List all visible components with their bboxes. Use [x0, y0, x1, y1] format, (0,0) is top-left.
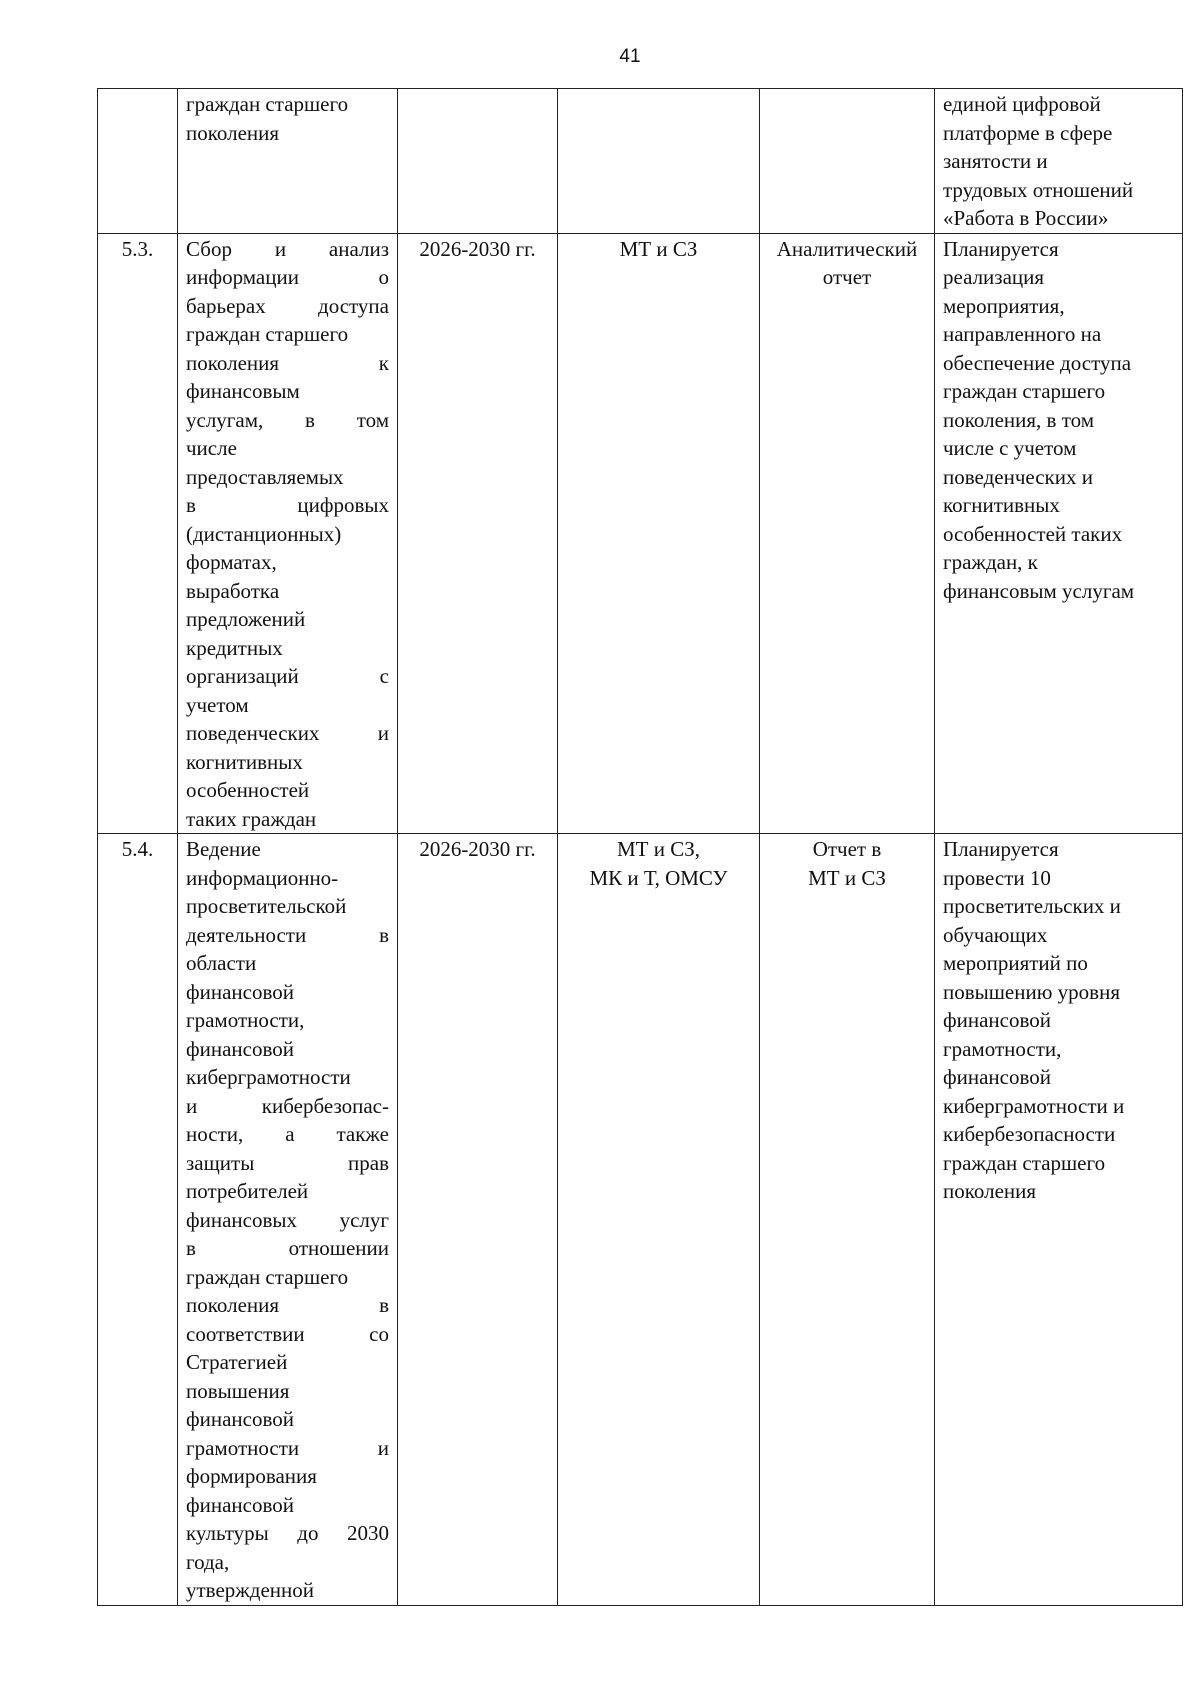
cell-text-line: киберграмотности	[186, 1065, 351, 1089]
measures-table	[97, 88, 1183, 1606]
cell-text-line: барьерах доступа	[186, 293, 389, 318]
cell-text-line: граждан, к	[943, 550, 1038, 574]
cell-note	[935, 834, 1183, 1606]
cell-text-line: учетом	[186, 692, 249, 717]
cell-text-line: поколения, в том	[943, 407, 1094, 432]
cell-text-line: финансовой	[186, 1492, 294, 1517]
table-body	[98, 89, 1183, 1606]
cell-text-line: когнитивных	[943, 493, 1060, 517]
cell-text-line: финансовой	[186, 1036, 294, 1061]
cell-text-line: «Работа в России»	[943, 206, 1109, 230]
cell-text-line: года,	[186, 1549, 230, 1574]
cell-text-line: повышения	[186, 1378, 290, 1403]
cell-text-line: трудовых отношений	[943, 177, 1134, 202]
cell-text-line: Стратегией	[186, 1350, 288, 1374]
cell-text-line: МТ и СЗ	[808, 865, 886, 890]
cell-text-line: утвержденной	[186, 1578, 315, 1602]
cell-text-line: отчет	[822, 265, 872, 289]
cell-text-line: Планируется	[943, 236, 1059, 261]
cell-text-line: услугам, в том	[186, 407, 389, 432]
cell-text-line: деятельности в	[186, 922, 389, 947]
cell-text-line: предоставляемых	[186, 464, 344, 489]
cell-text-line: граждан старшего	[943, 379, 1106, 403]
cell-text-line: Ведение	[186, 837, 261, 861]
cell-text-line: финансовой	[186, 1407, 294, 1431]
table-row	[98, 834, 1183, 1606]
table-row	[98, 89, 1183, 234]
cell-text-line: информации о	[186, 265, 389, 289]
cell-text-line: МТ и СЗ	[619, 236, 698, 261]
cell-item-number	[98, 233, 178, 834]
cell-text-line: направленного на	[943, 322, 1102, 346]
cell-text-line: обеспечение доступа	[943, 350, 1132, 375]
cell-text-line: числе с учетом	[943, 436, 1077, 460]
cell-text-line: Сбор и анализ	[186, 236, 389, 261]
cell-text-line: предложений	[186, 607, 306, 631]
cell-measure-name	[178, 834, 398, 1606]
cell-text-line: реализация	[943, 265, 1045, 289]
cell-text-line: грамотности,	[186, 1008, 305, 1032]
cell-text-line: информационно-	[186, 865, 339, 890]
cell-text-line: провести 10	[943, 865, 1051, 890]
cell-text-line: защиты прав	[186, 1150, 389, 1175]
table-row	[98, 233, 1183, 834]
cell-measure-name	[178, 233, 398, 834]
cell-text-line: культуры до 2030	[186, 1521, 389, 1545]
cell-text-line: граждан старшего	[186, 322, 349, 346]
cell-note	[935, 233, 1183, 834]
cell-text-line: финансовой	[943, 1065, 1051, 1089]
cell-text-line: финансовых услуг	[186, 1207, 389, 1232]
cell-text-line: финансовым	[186, 379, 300, 403]
cell-term	[398, 233, 558, 834]
cell-text-line: поколения к	[186, 350, 389, 375]
cell-text-line: финансовой	[943, 1008, 1051, 1032]
cell-text-line: (дистанционных)	[186, 521, 342, 546]
cell-text-line: граждан старшего	[943, 1150, 1106, 1175]
cell-executors	[558, 233, 760, 834]
cell-text-line: поколения	[186, 120, 280, 145]
cell-text-line: ности, а также	[186, 1122, 389, 1146]
cell-text-line: киберграмотности и	[943, 1093, 1125, 1118]
cell-text-line: платформе в сфере	[943, 120, 1113, 145]
cell-text-line: Отчет в	[812, 837, 882, 861]
page-number: 41	[619, 46, 641, 67]
cell-text-line: повышению уровня	[943, 979, 1120, 1004]
cell-text-line: мероприятия,	[943, 293, 1065, 318]
cell-item-number	[98, 89, 178, 234]
cell-text-line: просветительских и	[943, 894, 1121, 918]
cell-text-line: потребителей	[186, 1179, 309, 1203]
cell-text-line: Аналитический	[776, 236, 918, 261]
cell-text-line: 2026-2030 гг.	[419, 837, 536, 861]
cell-text-line: поколения	[943, 1179, 1037, 1203]
cell-text-line: просветительской	[186, 894, 347, 918]
cell-text-line: МК и Т, ОМСУ	[589, 865, 728, 890]
cell-text-line: соответствии со	[186, 1321, 389, 1346]
cell-text-line: поведенческих и	[943, 464, 1093, 489]
cell-result	[760, 834, 935, 1606]
cell-result	[760, 233, 935, 834]
cell-note	[935, 89, 1183, 234]
cell-result	[760, 89, 935, 234]
cell-text-line: грамотности и	[186, 1435, 389, 1460]
cell-text-line: в цифровых	[186, 493, 389, 517]
cell-text-line: когнитивных	[186, 749, 303, 774]
cell-text-line: формирования	[186, 1464, 317, 1488]
cell-text-line: поколения в	[186, 1293, 389, 1317]
cell-text-line: занятости и	[943, 149, 1048, 173]
cell-measure-name	[178, 89, 398, 234]
cell-text-line: особенностей таких	[943, 521, 1123, 546]
cell-text-line: грамотности,	[943, 1036, 1062, 1061]
cell-text-line: 5.4.	[121, 837, 154, 861]
cell-text-line: финансовым услугам	[943, 578, 1135, 603]
cell-text-line: МТ и СЗ,	[616, 837, 700, 861]
cell-text-line: кредитных	[186, 635, 283, 660]
cell-text-line: кибербезопасности	[943, 1122, 1116, 1146]
cell-text-line: числе	[186, 436, 237, 460]
cell-text-line: таких граждан	[186, 806, 317, 831]
cell-text-line: Планируется	[943, 837, 1059, 861]
cell-text-line: в отношении	[186, 1236, 389, 1260]
cell-text-line: 5.3.	[121, 236, 154, 261]
cell-text-line: 2026-2030 гг.	[419, 236, 536, 261]
cell-text-line: финансовой	[186, 979, 294, 1004]
cell-text-line: организаций с	[186, 664, 389, 688]
cell-text-line: выработка	[186, 578, 280, 603]
cell-text-line: граждан старшего	[186, 1264, 349, 1289]
cell-text-line: обучающих	[943, 922, 1048, 947]
cell-text-line: мероприятий по	[943, 951, 1088, 975]
cell-term	[398, 834, 558, 1606]
cell-text-line: единой цифровой	[943, 92, 1101, 116]
cell-executors	[558, 834, 760, 1606]
cell-text-line: и кибербезопас-	[186, 1093, 389, 1118]
cell-text-line: особенностей	[186, 778, 310, 802]
cell-item-number	[98, 834, 178, 1606]
cell-term	[398, 89, 558, 234]
cell-text-line: граждан старшего	[186, 92, 349, 116]
cell-text-line: форматах,	[186, 550, 277, 574]
cell-text-line: поведенческих и	[186, 721, 389, 745]
cell-text-line: области	[186, 951, 257, 975]
cell-executors	[558, 89, 760, 234]
